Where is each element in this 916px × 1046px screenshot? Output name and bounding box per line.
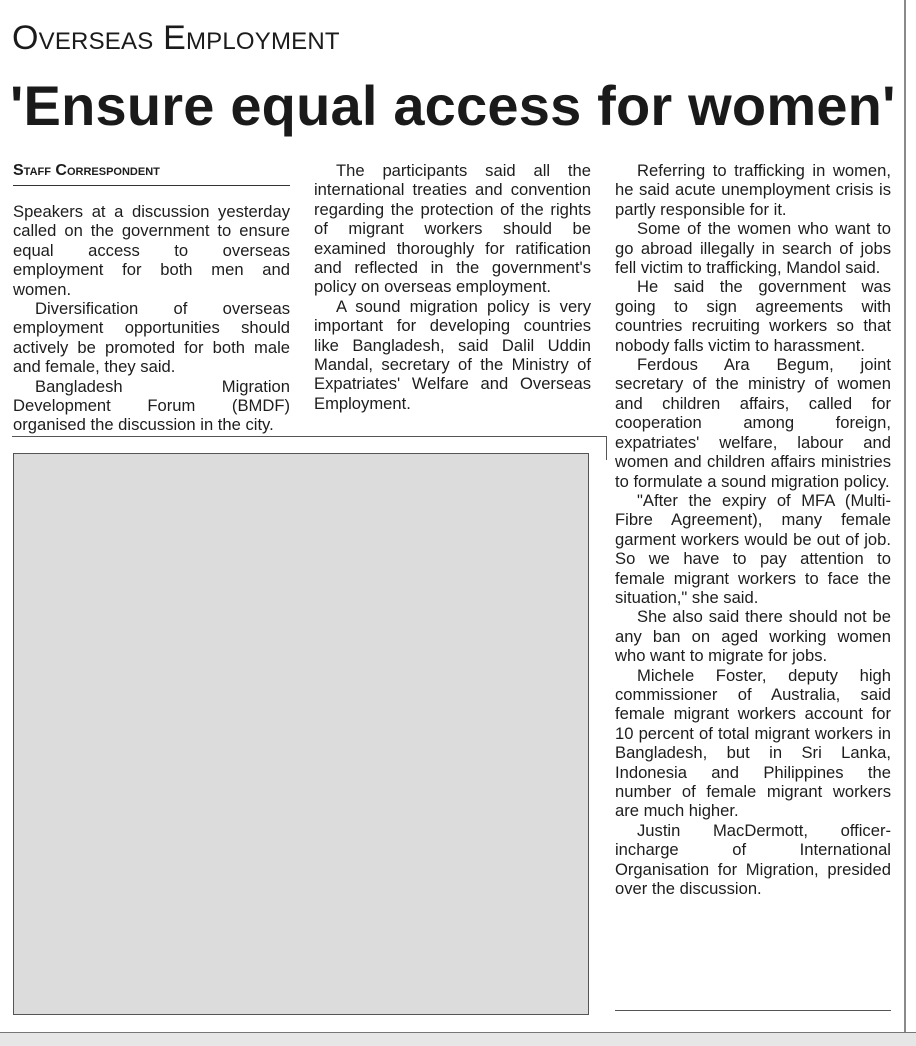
paragraph: The participants said all the international treaties and convention regarding the protection of the rights of migrant workers should be examined thoroughly for ratification and reflected in the government's policy on overseas employment. [314,161,591,297]
paragraph: Speakers at a discussion yesterday called on the government to ensure equal access to overseas employment for both men and women. [13,202,290,299]
section-divider [12,436,606,437]
paragraph: Michele Foster, deputy high commissioner of Australia, said female migrant workers account for 10 percent of total migrant workers in Bangladesh, but in Sri Lanka, Indonesia and Philippines the number of female migrant workers are much higher. [615,665,891,821]
column-divider [606,436,607,460]
bottom-strip [0,1032,916,1046]
paragraph: He said the government was going to sign agreements with countries recruiting workers so that nobody falls victim to harassment. [615,277,891,355]
paragraph: Referring to trafficking in women, he said acute unemployment crisis is partly responsible for it. [615,161,891,219]
paragraph: Bangladesh Migration Development Forum (BMDF) organised the discussion in the city. [13,376,290,435]
headline: 'Ensure equal access for women' [10,74,896,137]
article-column-1 [13,202,290,435]
paragraph: Justin MacDermott, officer-incharge of International Organisation for Migration, presided over the discussion. [615,820,891,899]
article-column-3 [615,161,891,898]
section-kicker: Overseas Employment [12,19,340,57]
article-column-2 [314,161,591,413]
photo-placeholder [13,453,589,1015]
paragraph: A sound migration policy is very important for developing countries like Bangladesh, said Dalil Uddin Mandal, secretary of the Ministry of Expatriates' Welfare and Overseas Employment. [314,296,591,413]
paragraph: "After the expiry of MFA (Multi-Fibre Agreement), many female garment workers would be out of job. So we have to pay attention to female migrant workers to face the situation," she said. [615,490,891,607]
end-rule [615,1010,891,1011]
byline: Staff Correspondent [13,161,290,186]
paragraph: Ferdous Ara Begum, joint secretary of the ministry of women and children affairs, called for cooperation among foreign, expatriates' welfare, labour and women and children affairs ministries to formulate a sound migration policy. [615,355,891,491]
paragraph: Some of the women who want to go abroad illegally in search of jobs fell victim to trafficking, Mandol said. [615,219,891,278]
paragraph: She also said there should not be any ban on aged working women who want to migrate for jobs. [615,607,891,666]
paragraph: Diversification of overseas employment opportunities should actively be promoted for both male and female, they said. [13,299,290,377]
